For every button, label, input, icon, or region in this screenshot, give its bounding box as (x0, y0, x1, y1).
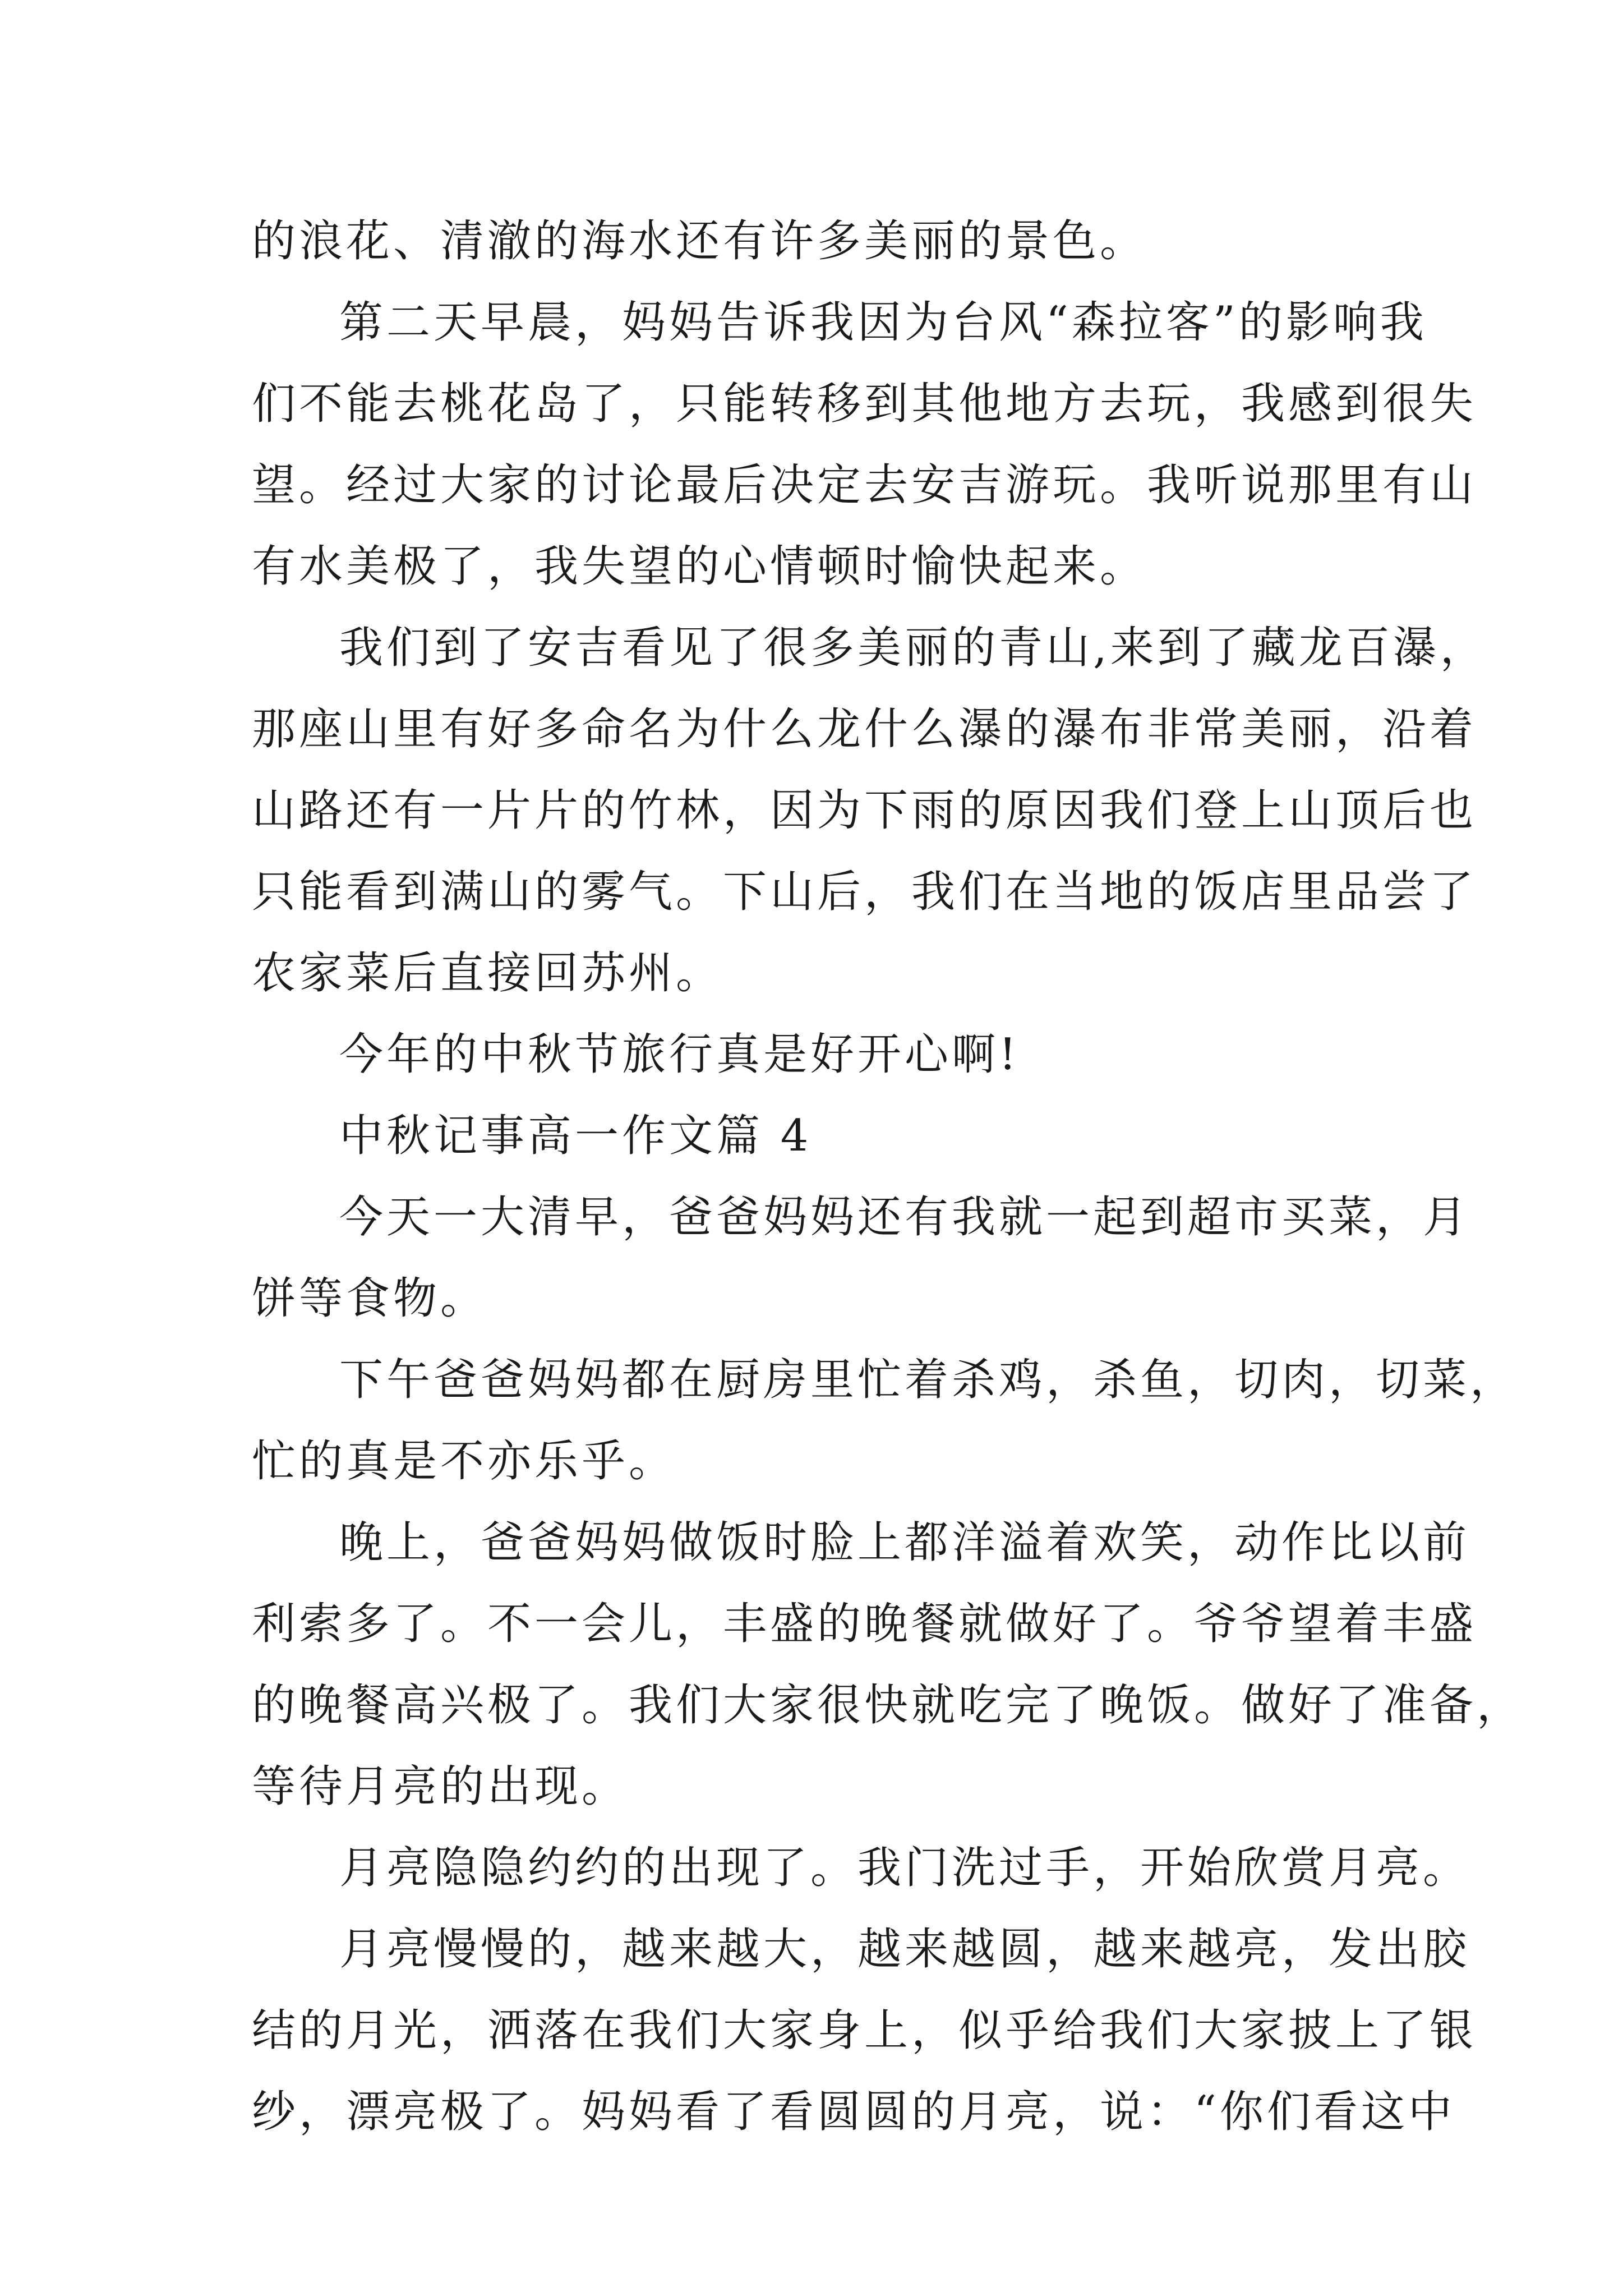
text-line: 忙的真是不亦乐乎。 (252, 1436, 676, 1487)
text-line: 等待月亮的出现。 (252, 1761, 629, 1812)
text-line: 结的月光，洒落在我们大家身上，似乎给我们大家披上了银 (252, 2005, 1477, 2056)
text-line: 的浪花、清澈的海水还有许多美丽的景色。 (252, 216, 1147, 266)
text-line: 那座山里有好多命名为什么龙什么瀑的瀑布非常美丽，沿着 (252, 704, 1477, 754)
text-line: 月亮慢慢的，越来越大，越来越圆，越来越亮，发出胶 (339, 1924, 1470, 1975)
section-heading: 中秋记事高一作文篇 4 (339, 1111, 812, 1161)
text-line: 纱，漂亮极了。妈妈看了看圆圆的月亮，说：“你们看这中 (252, 2087, 1455, 2137)
text-line: 利索多了。不一会儿，丰盛的晚餐就做好了。爷爷望着丰盛 (252, 1599, 1477, 1649)
text-line: 第二天早晨，妈妈告诉我因为台风“森拉客”的影响我 (339, 297, 1427, 348)
text-line: 月亮隐隐约约的出现了。我门洗过手，开始欣赏月亮。 (339, 1843, 1470, 1893)
text-line: 的晚餐高兴极了。我们大家很快就吃完了晚饭。做好了准备， (252, 1680, 1524, 1731)
text-line: 今天一大清早，爸爸妈妈还有我就一起到超市买菜，月 (339, 1192, 1470, 1243)
text-line: 只能看到满山的雾气。下山后，我们在当地的饭店里品尝了 (252, 867, 1477, 917)
text-line: 望。经过大家的讨论最后决定去安吉游玩。我听说那里有山 (252, 460, 1477, 510)
text-line: 农家菜后直接回苏州。 (252, 948, 723, 999)
text-line: 有水美极了，我失望的心情顿时愉快起来。 (252, 541, 1147, 592)
text-line: 今年的中秋节旅行真是好开心啊! (339, 1029, 1020, 1080)
text-line: 晚上，爸爸妈妈做饭时脸上都洋溢着欢笑，动作比以前 (339, 1517, 1470, 1568)
text-line: 饼等食物。 (252, 1273, 488, 1324)
text-line: 下午爸爸妈妈都在厨房里忙着杀鸡，杀鱼，切肉，切菜， (339, 1355, 1518, 1405)
text-line: 山路还有一片片的竹林，因为下雨的原因我们登上山顶后也 (252, 785, 1477, 836)
text-line: 们不能去桃花岛了，只能转移到其他地方去玩，我感到很失 (252, 379, 1477, 429)
text-line: 我们到了安吉看见了很多美丽的青山,来到了藏龙百瀑， (339, 623, 1487, 673)
